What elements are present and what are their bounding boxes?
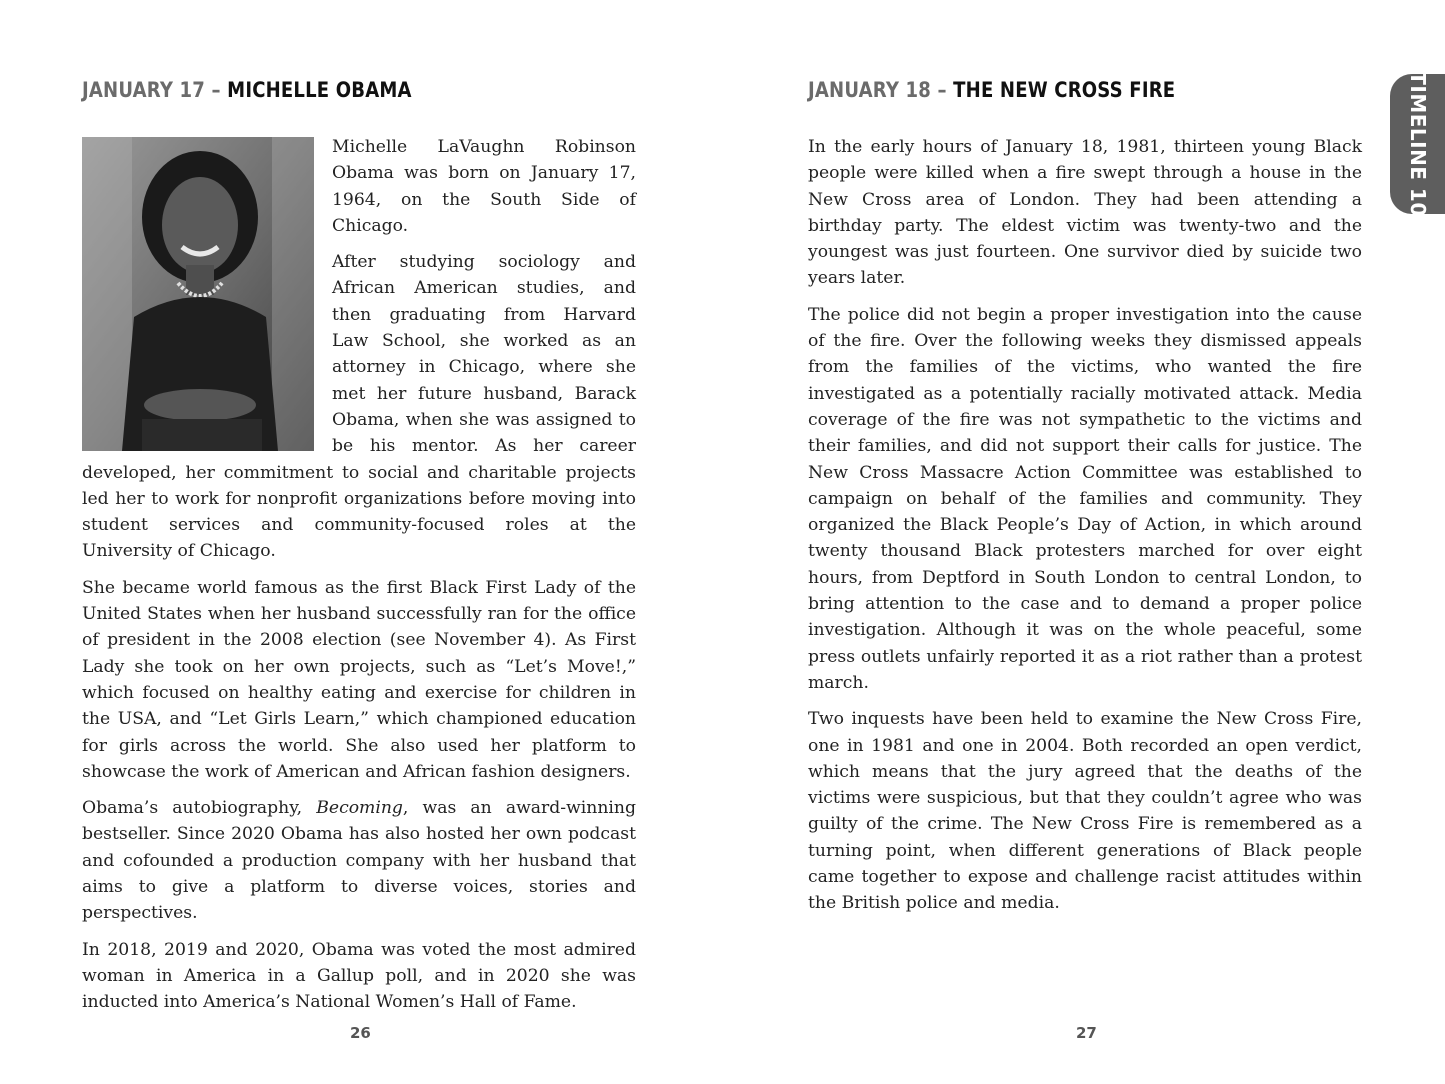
paragraph-text: , was an award-winning bestseller. Since 2020 Obama has also hosted her own podcast and cofounded a production company with her husband that aims to give a platform to diverse voices, stories and perspectives. — [82, 798, 636, 924]
heading-separator: – — [931, 78, 954, 102]
right-page-body — [808, 134, 1362, 927]
heading-date: JANUARY 18 — [808, 78, 932, 102]
right-page — [722, 0, 1445, 1084]
portrait-photo — [82, 137, 314, 451]
paragraph: She became world famous as the first Black First Lady of the United States when her husband successfully ran for the office of president in the 2008 election (see November 4). As First Lady she took on her own projects, such as “Let’s Move!,” which focused on healthy eating and exercise for children in the USA, and “Let Girls Learn,” which championed education for girls across the world. She also used her platform to showcase the work of American and African fashion designers. — [82, 577, 636, 782]
right-page-heading — [808, 78, 1175, 102]
side-tab-label: TIMELINE 10 — [1405, 71, 1430, 217]
portrait-photo-icon — [82, 137, 314, 451]
paragraph-text: Obama’s autobiography, — [82, 798, 317, 819]
page-number: 26 — [350, 1024, 371, 1042]
paragraph: Michelle LaVaughn Robinson Obama was born on January 17, 1964, on the South Side of Chicago. — [332, 137, 636, 236]
paragraph: After studying sociology and African American studies, and then graduating from Harvard Law School, she worked as an attorney in Chicago, where she met her future husband, Barack Obama, when she was assigned to be his mentor. As her career developed, her commitment to social and charitable projects led her to work for nonprofit organizations before moving into student services and community-focused roles at the University of Chicago. — [82, 252, 636, 562]
heading-separator: – — [205, 78, 228, 102]
left-page — [0, 0, 722, 1084]
timeline-side-tab — [1390, 71, 1445, 217]
left-page-body — [82, 134, 636, 1026]
page-number: 27 — [1076, 1024, 1097, 1042]
paragraph — [82, 795, 636, 926]
paragraph: In 2018, 2019 and 2020, Obama was voted the most admired woman in America in a Gallup poll, and in 2020 she was inducted into America’s National Women’s Hall of Fame. — [82, 939, 636, 1013]
paragraph: The police did not begin a proper investigation into the cause of the fire. Over the following weeks they dismissed appeals from the families of the victims, who wanted the fire investigated as a potentially racially motivated attack. Media coverage of the fire was not sympathetic to the victims and their families, and did not support their calls for justice. The New Cross Massacre Action Committee was established to campaign on behalf of the families and community. They organized the Black People’s Day of Action, in which around twenty thousand Black protesters marched for over eight hours, from Deptford in South London to central London, to bring attention to the case and to demand a proper police investigation. Although it was on the whole peaceful, some press outlets unfairly reported it as a riot rather than a protest march. — [808, 304, 1362, 693]
heading-subject: MICHELLE OBAMA — [227, 78, 412, 102]
book-title: Becoming — [316, 798, 403, 819]
paragraph: Two inquests have been held to examine the New Cross Fire, one in 1981 and one in 2004. Both recorded an open verdict, which means that the jury agreed that the deaths of the victims were suspicious, but that they couldn’t agree who was guilty of the crime. The New Cross Fire is remembered as a turning point, when different generations of Black people came together to expose and challenge racist attitudes within the British police and media. — [808, 709, 1362, 914]
left-page-heading — [82, 78, 412, 102]
heading-date: JANUARY 17 — [82, 78, 206, 102]
paragraph: In the early hours of January 18, 1981, thirteen young Black people were killed when a fire swept through a house in the New Cross area of London. They had been attending a birthday party. The eldest victim was twenty-two and the youngest was just fourteen. One survivor died by suicide two years later. — [808, 137, 1362, 289]
heading-subject: THE NEW CROSS FIRE — [953, 78, 1176, 102]
